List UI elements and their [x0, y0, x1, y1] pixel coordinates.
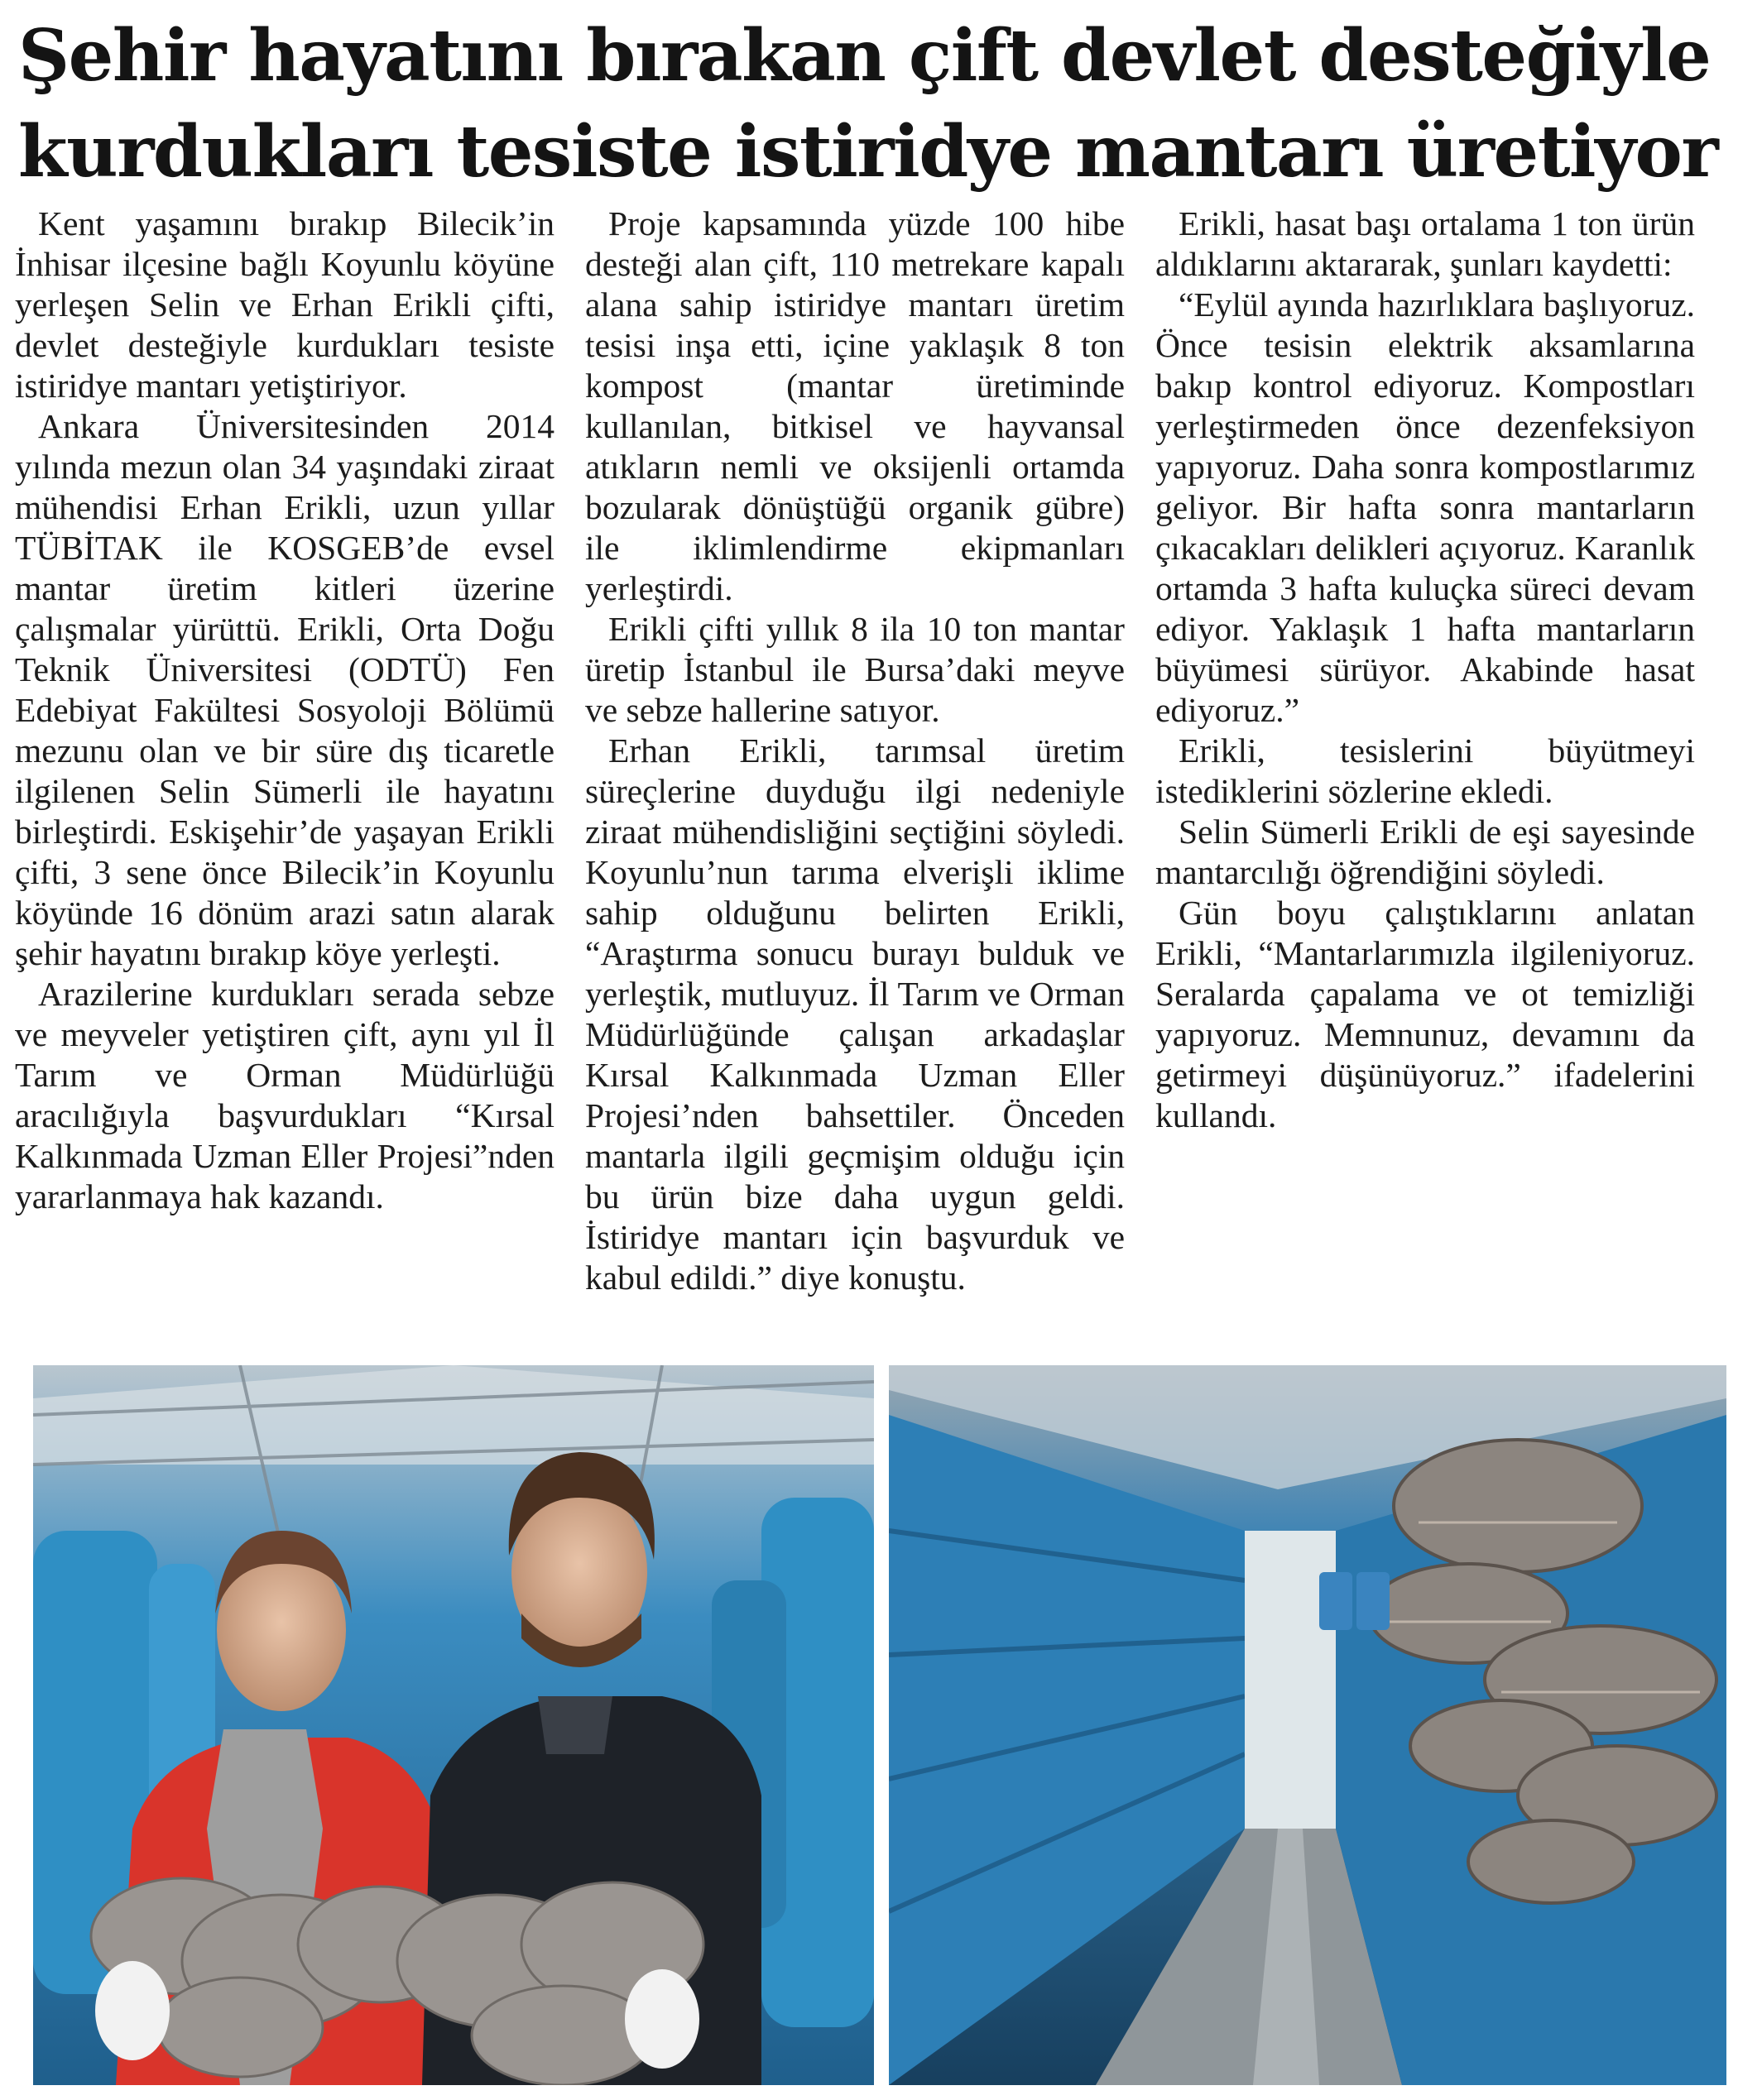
paragraph: Erikli, hasat başı ortalama 1 ton ürün aldıklarını aktararak, şunları kaydetti: [1155, 204, 1695, 283]
paragraph: Erhan Erikli, tarımsal üretim süreçlerine duyduğu ilgi nedeniyle ziraat mühendisliğini seçtiğini söyledi. Koyunlu’nun tarıma elverişli iklime sahip olduğunu belirten Erikli, “Araştırma sonucu burayı bulduk ve yerleştik, mutluyuz. İl Tarım ve Orman Müdürlüğünde çalışan arkadaşlar Kırsal Kalkınmada Uzman Eller Projesi’nden bahsettiler. Önceden mantarla ilgili geçmişim olduğu için bu ürün bize daha uygun geldi. İstiridye mantarı için başvurduk ve kabul edildi.” diye konuştu. [585, 731, 1125, 1297]
article-column-2 [585, 204, 1125, 1298]
article-column-1 [15, 204, 555, 1217]
paragraph: Kent yaşamını bırakıp Bilecik’in İnhisar ilçesine bağlı Koyunlu köyüne yerleşen Selin ve Erhan Erikli çifti, devlet desteğiyle kurdukları tesiste istiridye mantarı yetiştiriyor. [15, 204, 555, 405]
paragraph: Gün boyu çalıştıklarını anlatan Erikli, “Mantarlarımızla ilgileniyoruz. Seralarda çapalama ve ot temizliği yapıyoruz. Memnunuz, devamını da getirmeyi düşünüyoruz.” ifadelerini kullandı. [1155, 894, 1695, 1134]
corridor-photo-illustration [889, 1365, 1726, 2085]
article-column-3 [1155, 204, 1695, 1136]
photo-mushroom-corridor [889, 1365, 1726, 2085]
couple-photo-illustration [33, 1365, 874, 2085]
paragraph: Proje kapsamında yüzde 100 hibe desteği alan çift, 110 metrekare kapalı alana sahip istiridye mantarı üretim tesisi inşa etti, içine yaklaşık 8 ton kompost (mantar üretiminde kullanılan, bitkisel ve hayvansal atıkların nemli ve oksijenli ortamda bozularak dönüştüğü organik gübre) ile iklimlendirme ekipmanları yerleştirdi. [585, 204, 1125, 607]
headline-line-2: kurdukları tesiste istiridye mantarı üretiyor [18, 110, 1718, 194]
paragraph: Arazilerine kurdukları serada sebze ve meyveler yetiştiren çift, aynı yıl İl Tarım ve Orman Müdürlüğü aracılığıyla başvurdukları “Kırsal Kalkınmada Uzman Eller Projesi”nden yararlanmaya hak kazandı. [15, 975, 555, 1215]
paragraph: Erikli çifti yıllık 8 ila 10 ton mantar üretip İstanbul ile Bursa’daki meyve ve sebze hallerine satıyor. [585, 610, 1125, 729]
paragraph: “Eylül ayında hazırlıklara başlıyoruz. Önce tesisin elektrik aksamlarına bakıp kontrol ediyoruz. Kompostları yerleştirmeden önce dezenfeksiyon yapıyoruz. Daha sonra kompostlarımız geliyor. Bir hafta sonra mantarların çıkacakları delikleri açıyoruz. Karanlık ortamda 3 hafta kuluçka süreci devam ediyor. Yaklaşık 1 hafta mantarların büyümesi sürüyor. Akabinde hasat ediyoruz.” [1155, 285, 1695, 729]
paragraph: Ankara Üniversitesinden 2014 yılında mezun olan 34 yaşındaki ziraat mühendisi Erhan Erikli, uzun yıllar TÜBİTAK ile KOSGEB’de evsel mantar üretim kitleri üzerine çalışmalar yürüttü. Erikli, Orta Doğu Teknik Üniversitesi (ODTÜ) Fen Edebiyat Fakültesi Sosyoloji Bölümü mezunu olan ve bir süre dış ticaretle ilgilenen Selin Sümerli ile hayatını birleştirdi. Eskişehir’de yaşayan Erikli çifti, 3 sene önce Bilecik’in Koyunlu köyünde 16 dönüm arazi satın alarak şehir hayatını bırakıp köye yerleşti. [15, 407, 555, 972]
headline-line-1: Şehir hayatını bırakan çift devlet desteğiyle [18, 14, 1711, 98]
paragraph: Selin Sümerli Erikli de eşi sayesinde mantarcılığı öğrendiğini söyledi. [1155, 813, 1695, 891]
paragraph: Erikli, tesislerini büyütmeyi istediklerini sözlerine ekledi. [1155, 731, 1695, 810]
headline [18, 8, 1723, 200]
photo-couple-with-mushrooms [33, 1365, 874, 2085]
